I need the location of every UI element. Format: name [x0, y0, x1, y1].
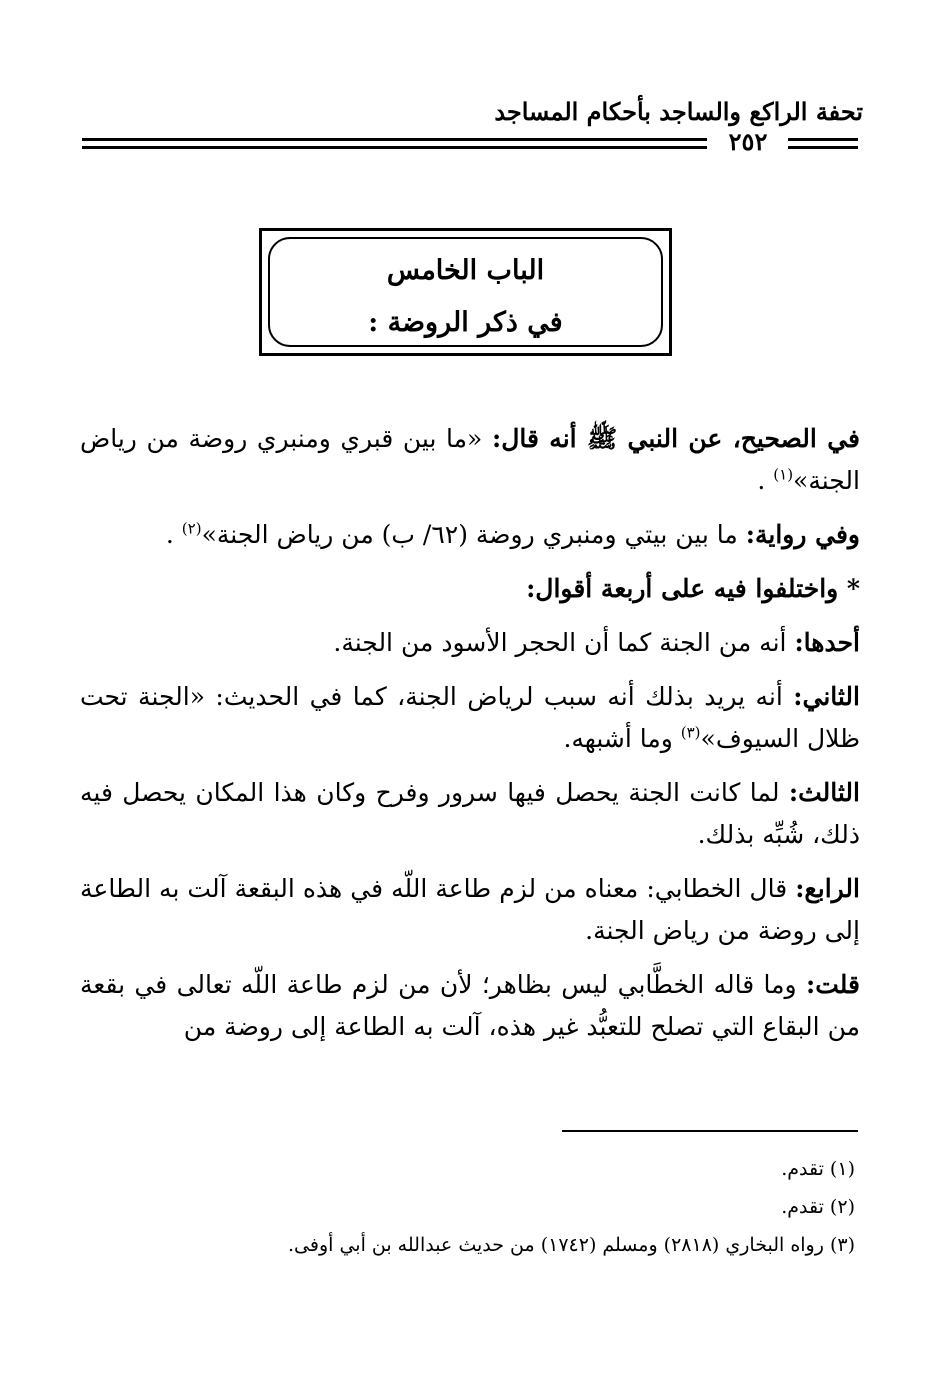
chapter-title-box — [259, 228, 672, 356]
paragraph-third-opinion — [80, 772, 860, 856]
header-rule-right — [788, 138, 858, 149]
paragraph-lead: الرابع: — [795, 874, 860, 903]
page-number: ٢٥٢ — [728, 127, 768, 156]
paragraph-hadith — [80, 418, 860, 502]
paragraph-lead: الثالث: — [788, 778, 860, 807]
paragraph-text: لما كانت الجنة يحصل فيها سرور وفرح وكان هذا المكان يحصل فيه ذلك، شُبِّه بذلك. — [80, 778, 860, 849]
chapter-title-line-1: الباب الخامس — [386, 255, 545, 286]
paragraph-lead: الثاني: — [793, 682, 860, 711]
paragraph-text: قال الخطابي: معناه من لزم طاعة اللّه في هذه البقعة آلت به الطاعة إلى روضة من رياض الجنة. — [80, 874, 860, 945]
footnote-1: (١) تقدم. — [781, 1158, 855, 1180]
footnote-ref: (٢) — [181, 519, 202, 538]
paragraph-first-opinion — [80, 622, 860, 664]
paragraph-lead: قلت: — [805, 970, 860, 999]
paragraph-text: أنه من الجنة كما أن الحجر الأسود من الجنة. — [333, 628, 795, 657]
footnote-separator — [562, 1130, 858, 1132]
paragraph-riwaya — [80, 514, 860, 556]
paragraph-text: وما قاله الخطَّابي ليس بظاهر؛ لأن من لزم طاعة اللّه تعالى في بقعة من البقاع التي تصلح للتعبُّد غير هذه، آلت به الطاعة إلى روضة من — [80, 970, 860, 1041]
paragraph-end: . — [757, 466, 774, 495]
paragraph-text: «ما بين قبري ومنبري روضة من رياض الجنة» — [80, 424, 860, 495]
paragraph-four-opinions — [80, 568, 860, 610]
header-rule-left — [82, 138, 707, 149]
footnote-2: (٢) تقدم. — [781, 1196, 855, 1218]
footnote-ref: (٣) — [680, 723, 701, 742]
paragraph-text: أنه يريد بذلك أنه سبب لرياض الجنة، كما في الحديث: «الجنة تحت ظلال السيوف» — [80, 682, 860, 753]
paragraph-lead: في الصحيح، عن النبي ﷺ أنه قال: — [491, 424, 861, 453]
footnote-3: (٣) رواه البخاري (٢٨١٨) ومسلم (١٧٤٢) من حديث عبدالله بن أبي أوفى. — [288, 1234, 855, 1256]
paragraph-end: وما أشبهه. — [563, 724, 681, 753]
paragraph-lead: أحدها: — [794, 628, 860, 657]
paragraph-second-opinion — [80, 676, 860, 760]
running-title: تحفة الراكع والساجد بأحكام المساجد — [494, 97, 863, 126]
paragraph-lead: * واختلفوا فيه على أربعة أقوال: — [526, 574, 860, 603]
paragraph-lead: وفي رواية: — [745, 520, 860, 549]
paragraph-text: ما بين بيتي ومنبري روضة (٦٢/ ب) من رياض الجنة» — [201, 520, 746, 549]
body-text — [80, 418, 860, 1060]
footnotes — [80, 1150, 855, 1264]
chapter-title-line-2: في ذكر الروضة : — [368, 307, 563, 338]
paragraph-author-comment — [80, 964, 860, 1048]
paragraph-end: . — [165, 520, 182, 549]
paragraph-fourth-opinion — [80, 868, 860, 952]
footnote-ref: (١) — [773, 465, 794, 484]
